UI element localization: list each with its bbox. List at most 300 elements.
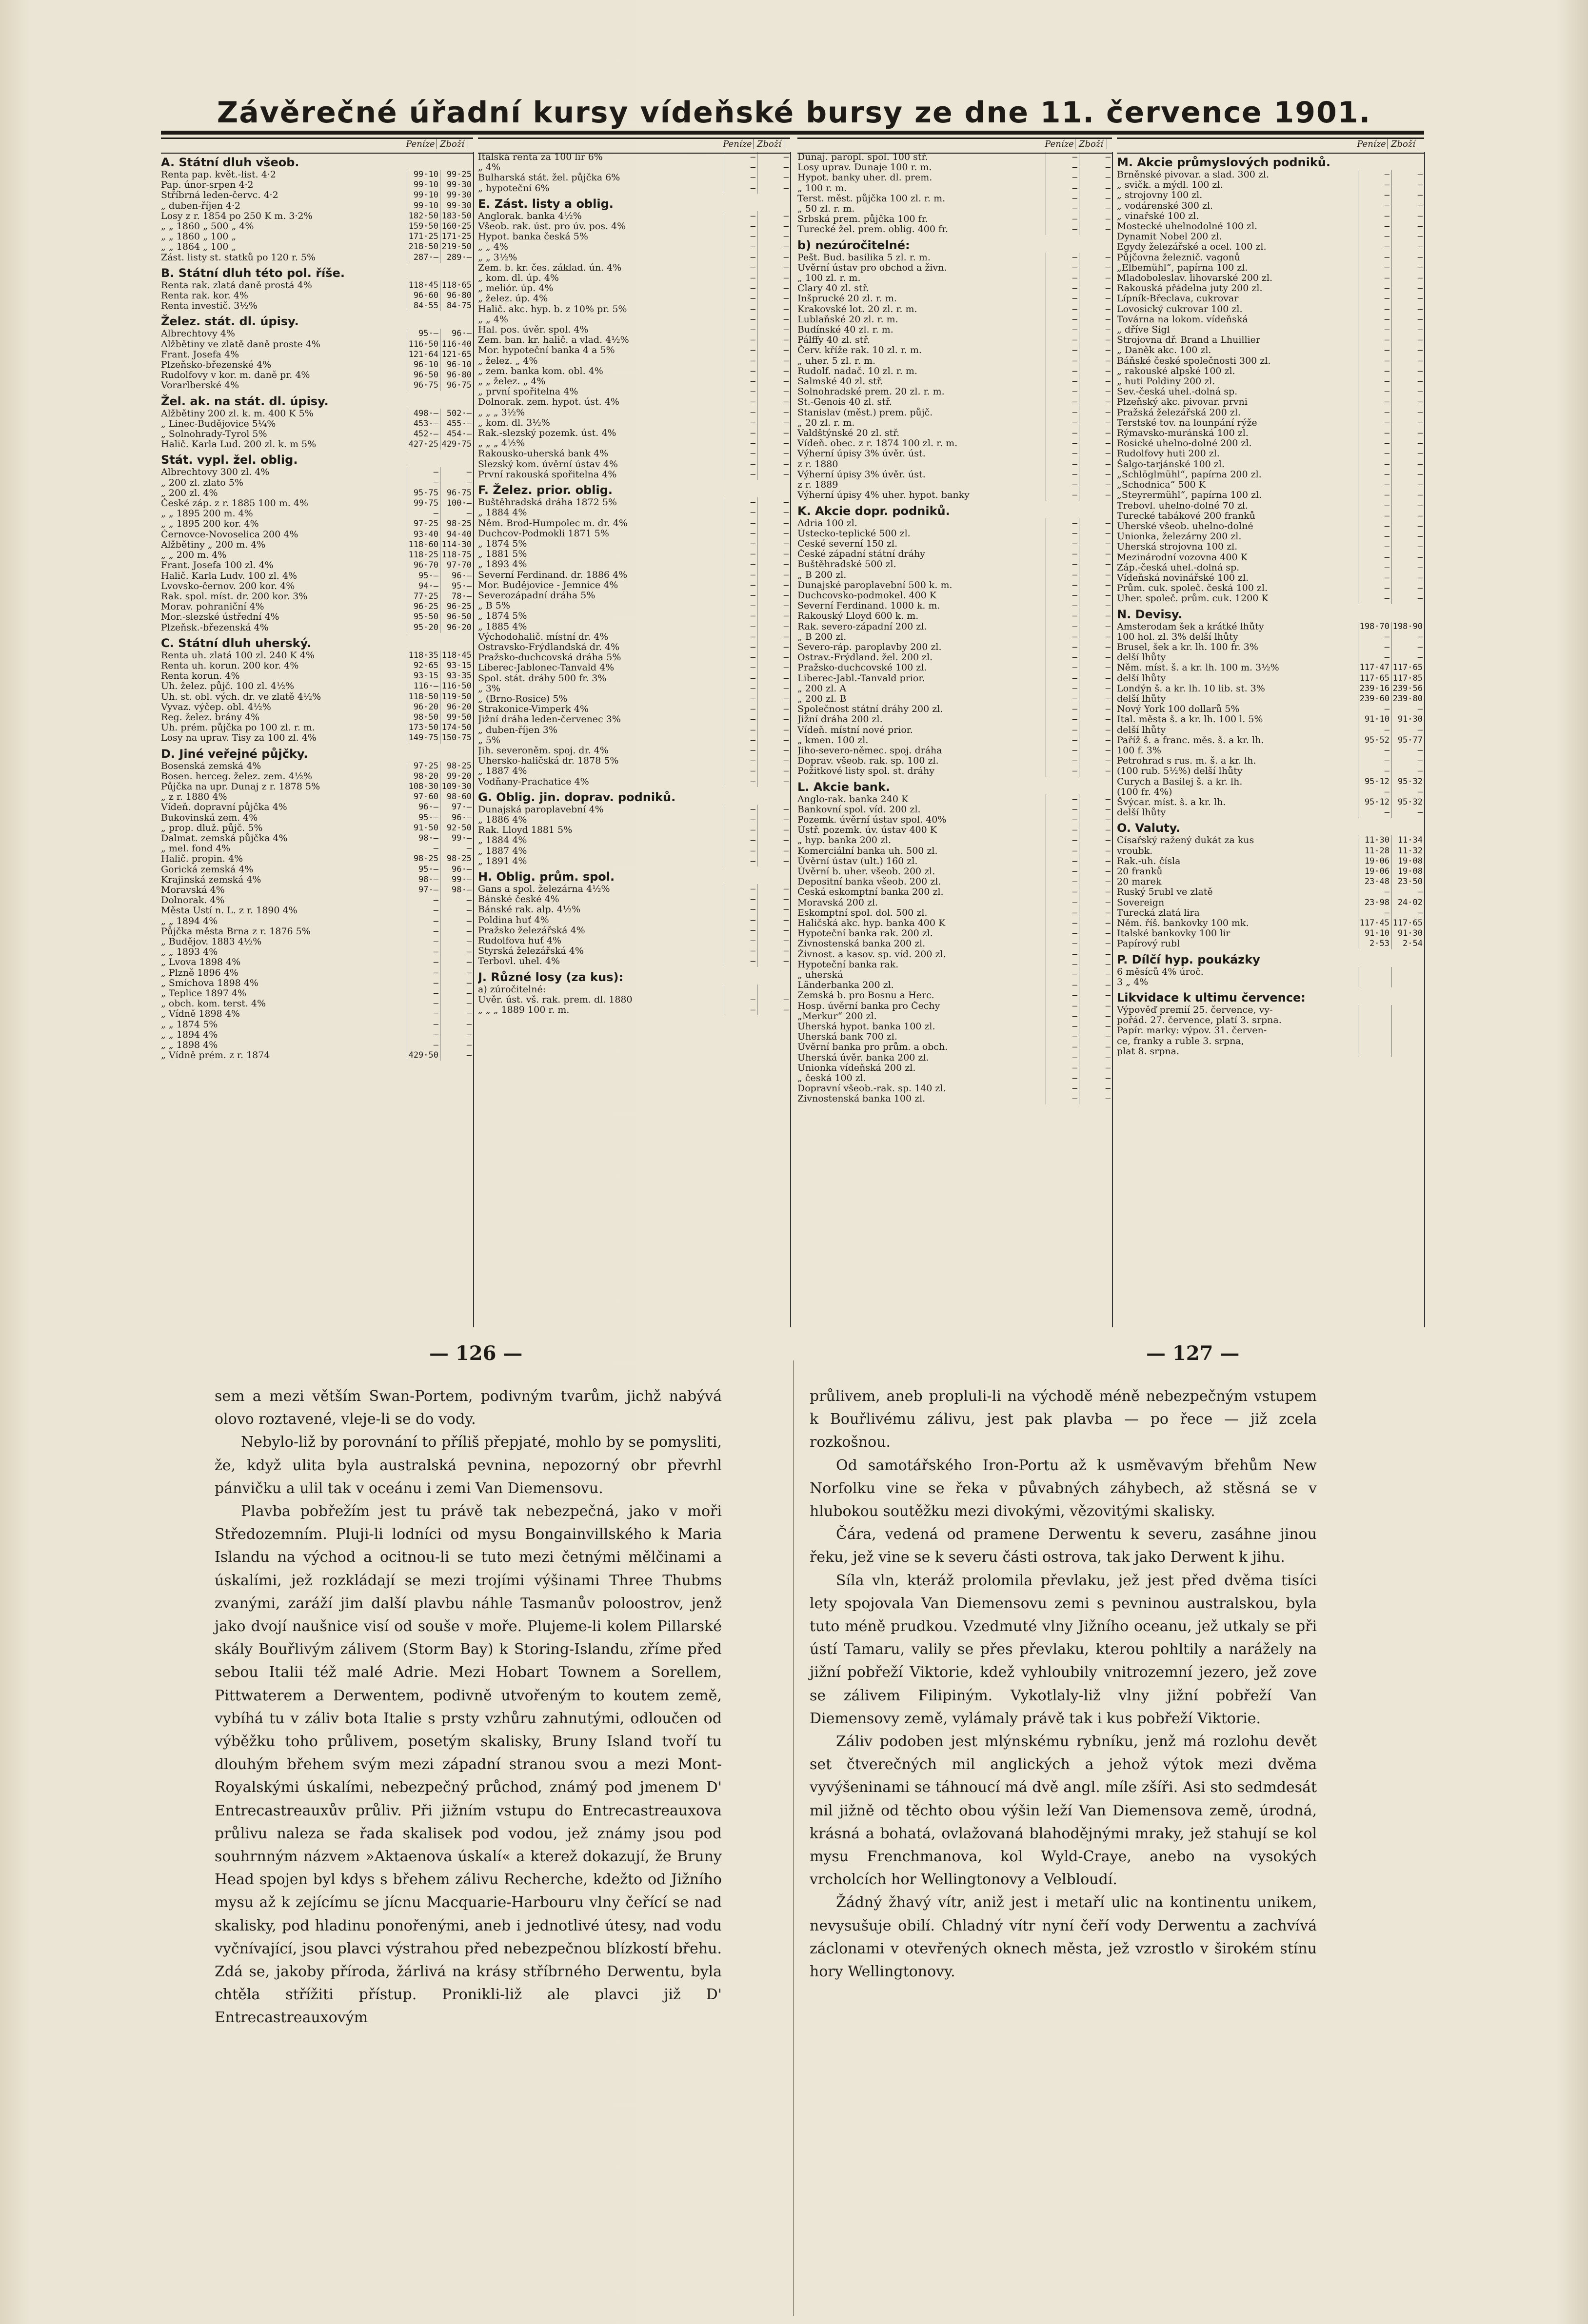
security-name: „ „ 1860 „ 500 „ 4% [161, 221, 254, 232]
price-bid: 95·— [407, 813, 440, 823]
table-row [161, 519, 473, 529]
price-ask: — [440, 937, 473, 947]
price-bid: — [1358, 376, 1391, 387]
table-row [1117, 887, 1424, 897]
table-row [478, 756, 790, 766]
section-heading: M. Akcie průmyslových podniků. [1117, 156, 1331, 169]
security-name: Lvovsko-černov. 200 kor. 4% [161, 581, 295, 591]
security-name: Šalgo-tarjánské 100 zl. [1117, 459, 1225, 470]
price-bid: — [1358, 501, 1391, 511]
price-ask: 198·90 [1391, 622, 1424, 632]
section-heading: O. Valuty. [1117, 821, 1181, 835]
price-ask: — [440, 1020, 473, 1030]
table-row [797, 366, 1112, 376]
security-name: Budínské 40 zl. r. m. [797, 325, 893, 335]
price-ask [1391, 1005, 1424, 1015]
price-ask: — [1079, 529, 1112, 539]
price-ask: — [1391, 242, 1424, 252]
table-row [161, 916, 473, 926]
price-bid: — [1046, 539, 1079, 549]
price-bid: — [1046, 714, 1079, 725]
table-row [797, 273, 1112, 283]
table-row [478, 152, 790, 162]
security-name: Pálffy 40 zl. stř. [797, 335, 870, 346]
section-heading: E. Zást. listy a oblig. [478, 197, 614, 211]
table-row [478, 652, 790, 663]
price-ask: — [1079, 794, 1112, 805]
table-row [1117, 766, 1424, 776]
price-ask: — [1079, 725, 1112, 735]
security-name: delší lhůty [1117, 693, 1166, 704]
price-ask: 239·56 [1391, 684, 1424, 694]
price-bid: — [724, 601, 757, 611]
price-ask: — [440, 947, 473, 957]
table-row [1117, 1036, 1424, 1046]
price-ask: — [1079, 1032, 1112, 1042]
security-name: Ústř. pozemk. úv. ústav 400 K [797, 825, 937, 836]
price-ask: — [1391, 573, 1424, 583]
price-bid: — [724, 497, 757, 508]
table-row [161, 478, 473, 488]
security-name: „ 200 zl. zlato 5% [161, 477, 244, 488]
price-bid: 118·50 [407, 692, 440, 702]
table-row [161, 280, 473, 291]
price-bid: — [1358, 725, 1391, 735]
security-name: „Schodnica“ 500 K [1117, 480, 1206, 491]
price-ask: 78·— [440, 591, 473, 602]
table-row [161, 895, 473, 906]
table-row [478, 936, 790, 946]
price-ask: — [757, 946, 790, 956]
price-bid: — [1358, 642, 1391, 652]
table-row [1117, 263, 1424, 273]
table-row [797, 459, 1112, 470]
price-ask: 94·40 [440, 530, 473, 540]
price-ask: — [1391, 652, 1424, 663]
price-ask: — [757, 253, 790, 263]
price-ask: — [757, 746, 790, 756]
table-row [478, 766, 790, 776]
security-name: Hypoteční banka rak. 200 zl. [797, 928, 933, 939]
security-name: Depositní banka všeob. 200 zl. [797, 877, 941, 887]
price-bid: 19·06 [1358, 856, 1391, 867]
security-name: Hal. pos. úvěr. spol. 4% [478, 325, 589, 335]
security-name: „ 1885 4% [478, 621, 527, 632]
price-ask: — [757, 315, 790, 325]
security-name: Komerciální banka uh. 500 zl. [797, 846, 938, 856]
table-row [797, 580, 1112, 591]
table-row [797, 611, 1112, 621]
price-ask: — [757, 995, 790, 1005]
price-ask: — [757, 611, 790, 621]
price-bid: — [1358, 480, 1391, 490]
price-ask: — [1391, 418, 1424, 428]
security-name: pořád. 27. července, platí 3. srpna. [1117, 1015, 1282, 1026]
security-name: Liberec-Jabl.-Tanvald prior. [797, 673, 925, 684]
security-name: Severní Ferdinand. dr. 1886 4% [478, 570, 628, 580]
price-bid: — [1358, 583, 1391, 593]
price-ask: — [757, 815, 790, 825]
table-row [1117, 1005, 1424, 1015]
price-ask: — [1079, 304, 1112, 315]
table-row [1117, 552, 1424, 563]
security-name: Krajinská zemská 4% [161, 874, 261, 885]
price-ask: — [1391, 180, 1424, 190]
paragraph: sem a mezi větším Swan-Portem, podivným tvarům, jichž nabývá olovo roztavené, vleje-li se do vody. [215, 1388, 722, 1428]
security-name: „ 1874 5% [478, 611, 527, 622]
table-row [478, 846, 790, 856]
security-name: Červ. kříže rak. 10 zl. r. m. [797, 345, 922, 356]
price-bid: — [724, 725, 757, 735]
price-ask: — [757, 704, 790, 714]
price-ask: 96·10 [440, 360, 473, 370]
security-name: Papír. marky: výpov. 31. červen- [1117, 1025, 1267, 1036]
table-row [797, 1073, 1112, 1083]
price-bid: — [1046, 152, 1079, 162]
price-ask: — [1079, 949, 1112, 960]
price-bid: — [1358, 335, 1391, 345]
page-number-right: — 127 — [1146, 1342, 1240, 1365]
table-row [1117, 366, 1424, 376]
security-name: Pešt. Bud. basilika 5 zl. r. m. [797, 252, 931, 263]
table-row [1117, 242, 1424, 252]
column-header [1117, 138, 1424, 154]
table-row [478, 183, 790, 194]
table-row [161, 823, 473, 833]
security-name: Poldina huť 4% [478, 915, 549, 926]
price-ask: — [1079, 1073, 1112, 1083]
price-bid: 99·10 [407, 201, 440, 211]
security-name: z r. 1880 [797, 459, 838, 470]
security-name: Uherská hypot. banka 100 zl. [797, 1022, 935, 1032]
table-row [161, 339, 473, 350]
table-row [797, 601, 1112, 611]
table-row [161, 692, 473, 702]
price-bid: — [407, 1030, 440, 1040]
table-row [797, 632, 1112, 642]
security-name: Něm. říš. bankovky 100 mk. [1117, 918, 1249, 929]
table-row [161, 591, 473, 602]
price-ask: 95·32 [1391, 797, 1424, 807]
price-bid: — [1046, 960, 1079, 970]
price-ask: — [1391, 294, 1424, 304]
price-ask: — [757, 438, 790, 449]
price-ask: — [1079, 756, 1112, 766]
table-row [1117, 418, 1424, 428]
table-row [478, 825, 790, 835]
security-name: Unionka, železárny 200 zl. [1117, 532, 1242, 542]
price-bid: — [724, 315, 757, 325]
price-bid: 96·75 [407, 380, 440, 391]
price-bid: 239·16 [1358, 684, 1391, 694]
security-name: Terst. měst. půjčka 100 zl. r. m. [797, 193, 946, 204]
header-penize: Peníze [722, 139, 754, 149]
table-row [797, 805, 1112, 815]
section-heading: F. Želez. prior. oblig. [478, 483, 613, 497]
table-row [478, 539, 790, 549]
price-bid: — [1046, 908, 1079, 918]
price-bid: — [1046, 253, 1079, 263]
price-bid: — [1046, 856, 1079, 867]
price-bid: — [724, 915, 757, 926]
security-name: Salmské 40 zl. stř. [797, 376, 883, 387]
paragraph: Záliv podoben jest mlýnskému rybníku, jenž má rozlohu devět set čtverečných mil anglických a jehož výtok mezi dvěma vyvýšeninami se táhnoucí má dvě angl. míle zšíři. Asi sto sedmdesát mil jižně od těchto obou výšin leží Van Diemensova země, úrodná, krásná a bohatá, ovlažovaná blahodějnými mraky, jež stahují se kol mysu Frenchmanova, kol Wyld-Craye, anebo na vysokých vrcholcích hor Wellingtonovy a Velbloudí. [810, 1733, 1317, 1889]
price-ask: — [1391, 593, 1424, 604]
price-bid: 11·28 [1358, 846, 1391, 856]
price-ask: — [1391, 325, 1424, 335]
price-bid: 98·50 [407, 712, 440, 723]
table-row [161, 792, 473, 802]
price-ask: — [440, 478, 473, 488]
price-ask: — [757, 905, 790, 915]
security-name: Trebovl. uhelno-dolné 70 zl. [1117, 500, 1248, 511]
paragraph: Plavba pobřežím jest tu právě tak nebezpečná, jako v moři Středozemním. Pluji-li lodníci od mysu Bongainvillského k Maria Islandu na východ a ocitnou-li se tuto mezi četnými mělčinami a úskalími, jež rozkládají se mezi trojími výšinami Three Thubms zvanými, zaráží jim další plavbu náhle Tasmanův poloostrov, jenž jako dvojí naušnice visí od souše v moře. Plujeme-li kolem Pillarské skály Bouřlivým zálivem (Storm Bay) k Storing-Islandu, zříme před sebou Italii též malé Adrie. Mezi Hobart Townem a Sorellem, Pittwaterem a Derwentem, podivně utvořeným to koutem země, vybíhá tu v záliv bota Italie s prsty vzhůru zahnutými, odloučen od výběžku toho průlivem, posetým skalisky, Bruny Island tvoří tu dlouhým břehem svým mezi západní stranou svou a mezi Mont-Royalskými úskalími, nebezpečný průchod, známý pod jmenem D' Entrecastreauxův průliv. Při jižním vstupu do Entrecastreauxova průlivu naleza se řada skalisek pod vodou, jež známy jsou pod souhrnným názvem »Aktaenova úskalí« a kterež dokazují, že Bruny Head spojen byl kdys s břehem zálivu Recherche, kdežto od Jižního mysu až k zejícímu se jícnu Macquarie-Harbouru vlny čeřící se nad skalisky, pod hladinu ponořenými, aneb i jednotlivé útesy, nad vodu vyčnívající, jsou plavci výstrahou před nebezpečnou blízkostí břehu. Zdá se, jakoby příroda, žárlivá na krásy stříbrného Derwentu, byla chtěla střížiti přístup. Pronikli-liž ale plavci již D' Entrecastreauxovým [215, 1503, 722, 2027]
security-name: Všeob. rak. úst. pro úv. pos. 4% [478, 221, 626, 232]
header-zbozi: Zboží [1075, 139, 1107, 149]
security-name: Vídeň. dopravní půjčka 4% [161, 802, 287, 813]
price-bid: — [1358, 521, 1391, 532]
security-name: Pap. únor-srpen 4·2 [161, 180, 254, 191]
price-bid: — [1046, 1022, 1079, 1032]
table-row [1117, 777, 1424, 787]
price-bid: — [1046, 580, 1079, 591]
price-bid: — [1358, 532, 1391, 542]
table-row [797, 263, 1112, 273]
security-name: Jiho-severo-němec. spoj. dráha [797, 745, 942, 756]
price-bid: — [407, 926, 440, 937]
security-name: Ostravsko-Frýdlandská dr. 4% [478, 642, 620, 652]
price-bid: — [1046, 438, 1079, 449]
price-bid: — [1358, 315, 1391, 325]
security-name: Továrna na lokom. vídeňská [1117, 314, 1248, 325]
security-name: Něm. Brod-Humpolec m. dr. 4% [478, 518, 628, 529]
price-ask: — [1079, 898, 1112, 908]
section-heading: D. Jiné veřejné půjčky. [161, 747, 308, 761]
table-row [797, 345, 1112, 355]
security-name: Anglo-rak. banka 240 K [797, 794, 909, 805]
table-row [478, 559, 790, 570]
price-bid: — [724, 549, 757, 559]
security-name: „ vodárenské 300 zl. [1117, 200, 1213, 211]
price-ask: — [440, 844, 473, 854]
section-heading: Želez. stát. dl. úpisy. [161, 315, 299, 329]
table-row [161, 999, 473, 1009]
table-row [161, 201, 473, 211]
price-bid: — [1046, 887, 1079, 897]
security-name: Zem. b. kr. čes. základ. ún. 4% [478, 262, 622, 273]
security-name: Hypoteční banka rak. [797, 959, 899, 970]
price-bid: — [1046, 622, 1079, 632]
price-bid: — [407, 957, 440, 967]
table-row [1117, 490, 1424, 500]
price-ask: 96·20 [440, 702, 473, 712]
price-ask: — [757, 283, 790, 294]
security-name: „ Solnohrady-Tyrol 5% [161, 429, 267, 440]
security-name: Losy z r. 1854 po 250 K m. 3·2% [161, 211, 313, 221]
security-name: „ huti Poldiny 200 zl. [1117, 376, 1215, 387]
security-name: Styrská železářská 4% [478, 946, 584, 957]
price-bid: 23·48 [1358, 877, 1391, 887]
price-bid: — [724, 652, 757, 663]
security-name: Prům. cuk. společ. česká 100 zl. [1117, 583, 1268, 594]
table-row [797, 725, 1112, 735]
security-name: „ „ 1894 4% [161, 916, 218, 926]
security-name: Solnohradské prem. 20 zl. r. m. [797, 387, 945, 397]
security-name: „ meliór. úp. 4% [478, 283, 554, 294]
table-row [797, 756, 1112, 766]
price-ask: 118·45 [440, 650, 473, 661]
price-bid: — [1046, 376, 1079, 387]
table-row [161, 291, 473, 301]
price-ask: — [1079, 591, 1112, 601]
security-name: „ 1893 4% [478, 559, 527, 570]
price-bid: 239·60 [1358, 694, 1391, 704]
price-ask: — [757, 529, 790, 539]
price-ask: — [1079, 1083, 1112, 1094]
price-bid: — [724, 325, 757, 335]
table-row [1117, 190, 1424, 200]
table-row [797, 694, 1112, 704]
price-ask: 97·— [440, 802, 473, 812]
table-column [797, 152, 1113, 1327]
security-name: Jižní dráha leden-červenec 3% [478, 714, 621, 725]
price-ask: — [1391, 632, 1424, 642]
security-name: „ B 5% [478, 601, 511, 611]
price-bid: — [1046, 518, 1079, 529]
price-ask: — [1391, 552, 1424, 563]
security-name: Pražsko-duchcovské 100 zl. [797, 663, 927, 673]
price-ask: 99·— [440, 875, 473, 885]
price-bid: — [724, 956, 757, 966]
security-name: Zemská b. pro Bosnu a Herc. [797, 990, 934, 1001]
table-row [478, 283, 790, 294]
security-name: Dunajská paroplavební 4% [478, 804, 604, 815]
table-row [478, 622, 790, 632]
table-row [797, 397, 1112, 407]
price-ask [1391, 967, 1424, 977]
price-ask: — [1079, 449, 1112, 459]
price-ask: — [1391, 273, 1424, 283]
price-ask: — [1391, 766, 1424, 776]
price-bid: 19·06 [1358, 867, 1391, 877]
price-ask: — [1391, 511, 1424, 521]
price-ask: — [1079, 570, 1112, 580]
price-ask: — [757, 756, 790, 766]
price-bid: — [1046, 449, 1079, 459]
table-row [797, 529, 1112, 539]
table-row [1117, 232, 1424, 242]
table-row [1117, 867, 1424, 877]
security-name: Rak. Lloyd 1881 5% [478, 825, 573, 836]
security-name: Dopravní všeob.-rak. sp. 140 zl. [797, 1083, 946, 1094]
price-ask: — [1391, 397, 1424, 407]
table-row [797, 642, 1112, 652]
security-name: „ „ 1894 4% [161, 1029, 218, 1040]
security-name: Lovosický cukrovar 100 zl. [1117, 304, 1243, 315]
security-name: Moravská 200 zl. [797, 897, 878, 908]
security-name: Stříbrná leden-červc. 4·2 [161, 190, 278, 201]
table-row [161, 221, 473, 232]
price-bid: — [1046, 970, 1079, 980]
security-name: „Steyrermühl“, papírna 100 zl. [1117, 490, 1262, 501]
table-row [1117, 304, 1424, 315]
price-ask: — [1079, 224, 1112, 235]
table-row [797, 1042, 1112, 1052]
security-name: „ 100 r. m. [797, 183, 847, 194]
price-bid: — [1046, 459, 1079, 470]
table-row [478, 894, 790, 905]
table-row [797, 591, 1112, 601]
price-ask: — [1079, 611, 1112, 621]
price-ask: — [757, 497, 790, 508]
security-name: Živnostenská banka 200 zl. [797, 939, 926, 949]
price-bid: 117·65 [1358, 673, 1391, 684]
security-name: Turecké tabákové 200 franků [1117, 511, 1255, 521]
price-bid: 117·47 [1358, 663, 1391, 673]
price-bid: — [1046, 397, 1079, 407]
price-ask: 97·70 [440, 560, 473, 571]
price-ask: — [757, 805, 790, 815]
table-row [478, 777, 790, 787]
security-name: delší lhůty [1117, 652, 1166, 663]
price-ask: — [440, 1009, 473, 1019]
price-bid: — [1046, 283, 1079, 294]
price-ask: — [1079, 1063, 1112, 1073]
price-bid: — [1046, 1011, 1079, 1022]
price-bid: — [1046, 173, 1079, 183]
price-ask: — [1079, 459, 1112, 470]
price-bid: — [407, 937, 440, 947]
price-bid: 96·50 [407, 370, 440, 380]
price-ask: 95·— [440, 581, 473, 591]
price-ask: — [1079, 825, 1112, 835]
table-row [161, 968, 473, 978]
section-heading: B. Státní dluh této pol. říše. [161, 266, 345, 280]
price-ask: — [1391, 908, 1424, 918]
security-name: „ „ 1874 5% [161, 1019, 218, 1030]
price-ask: 174·50 [440, 723, 473, 733]
security-name: Halič. Karla Lud. 200 zl. k. m 5% [161, 439, 317, 450]
price-bid: — [1046, 725, 1079, 735]
price-ask: — [757, 956, 790, 966]
price-ask: — [1391, 449, 1424, 459]
security-name: Inšprucké 20 zl. r. m. [797, 294, 897, 304]
table-row [161, 681, 473, 691]
table-row [1117, 797, 1424, 807]
price-bid: — [724, 694, 757, 704]
table-row [1117, 939, 1424, 949]
table-row [1117, 345, 1424, 355]
security-name: Mor.-slezské ústřední 4% [161, 612, 279, 623]
price-bid: — [407, 947, 440, 957]
security-name: Haličská akc. hyp. banka 400 K [797, 918, 946, 929]
security-name: „ rakouské alpské 100 zl. [1117, 366, 1235, 376]
price-ask: — [1391, 283, 1424, 294]
table-row [1117, 622, 1424, 632]
price-bid: — [724, 418, 757, 428]
price-ask: — [1391, 459, 1424, 470]
price-bid: — [724, 232, 757, 242]
price-bid: — [724, 162, 757, 173]
table-row [797, 539, 1112, 549]
price-bid: — [724, 152, 757, 162]
price-bid: — [1358, 787, 1391, 797]
table-row [161, 301, 473, 311]
table-row [797, 877, 1112, 887]
table-row [161, 467, 473, 477]
price-ask: — [757, 894, 790, 905]
price-ask: — [1079, 867, 1112, 877]
